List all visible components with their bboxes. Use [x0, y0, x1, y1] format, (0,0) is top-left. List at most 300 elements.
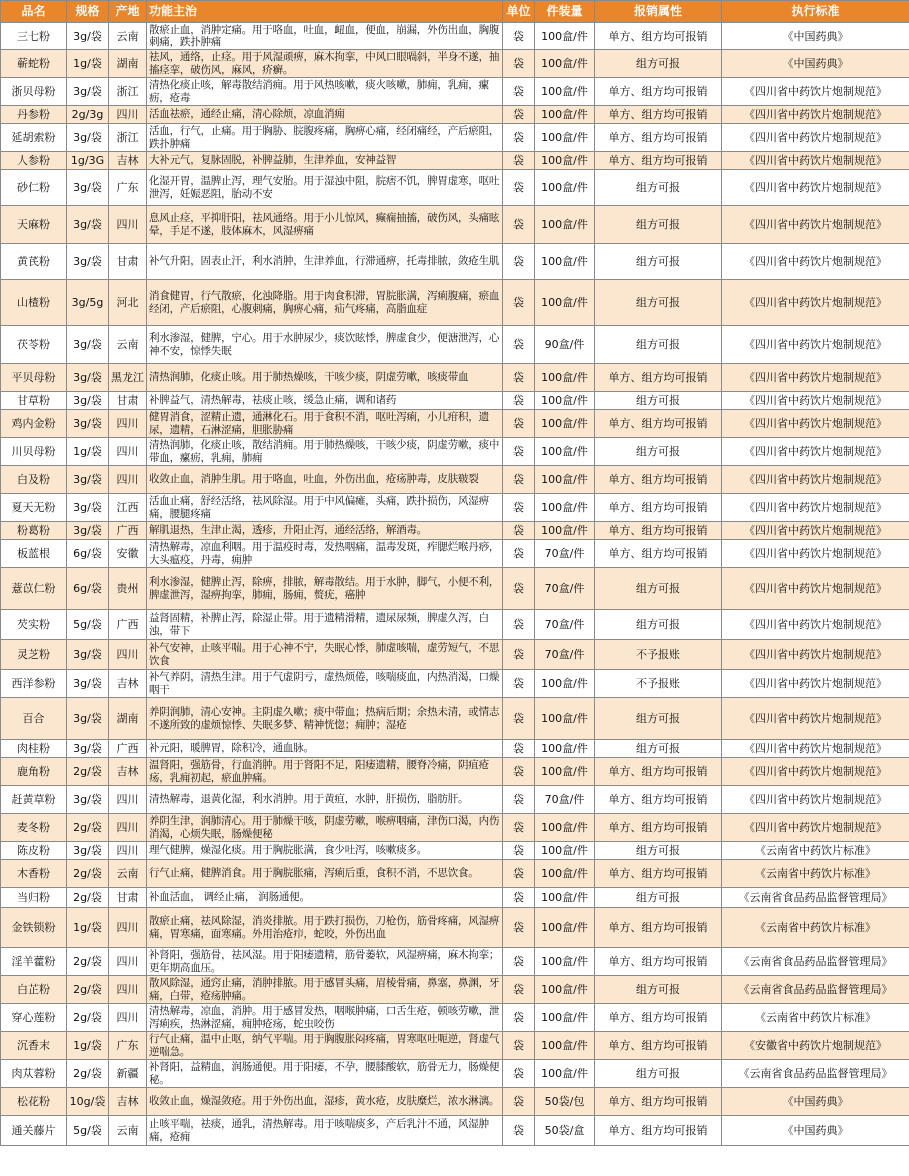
product-origin: 黑龙江: [109, 364, 147, 392]
product-reimbursement: 单方、组方均可报销: [595, 106, 722, 124]
product-standard: 《四川省中药饮片炮制规范》: [722, 466, 909, 494]
product-standard: 《四川省中药饮片炮制规范》: [722, 280, 909, 326]
product-name: 沉香末: [1, 1032, 67, 1060]
product-reimbursement: 单方、组方均可报销: [595, 23, 722, 50]
product-pack: 100盒/件: [535, 124, 595, 152]
product-pack: 50袋/盒: [535, 1116, 595, 1146]
product-reimbursement: 组方可报: [595, 438, 722, 466]
product-unit: 袋: [503, 78, 535, 106]
product-name: 粉葛粉: [1, 522, 67, 540]
table-row: [1, 494, 909, 522]
product-name: 淫羊藿粉: [1, 948, 67, 976]
product-unit: 袋: [503, 206, 535, 244]
product-standard: 《云南省食品药品监督管理局》: [722, 948, 909, 976]
product-standard: 《四川省中药饮片炮制规范》: [722, 568, 909, 610]
product-unit: 袋: [503, 888, 535, 908]
product-spec: 2g/袋: [67, 758, 109, 786]
product-pack: 100盒/件: [535, 1060, 595, 1088]
product-pack: 100盒/件: [535, 410, 595, 438]
product-pack: 100盒/件: [535, 152, 595, 170]
product-unit: 袋: [503, 1116, 535, 1146]
product-origin: 四川: [109, 814, 147, 842]
product-name: 延胡索粉: [1, 124, 67, 152]
product-spec: 6g/袋: [67, 568, 109, 610]
product-function: 大补元气，复脉固脱，补脾益肺，生津养血，安神益智: [147, 152, 503, 170]
product-name: 黄芪粉: [1, 244, 67, 280]
product-origin: 吉林: [109, 670, 147, 698]
product-name: 穿心莲粉: [1, 1004, 67, 1032]
product-origin: 广西: [109, 610, 147, 640]
product-reimbursement: 组方可报: [595, 976, 722, 1004]
product-origin: 甘肃: [109, 244, 147, 280]
product-unit: 袋: [503, 50, 535, 78]
product-function: 利水渗湿，健脾，宁心。用于水肿尿少，痰饮眩悸，脾虚食少，便溏泄泻，心神不安，惊悸失眠: [147, 326, 503, 364]
product-pack: 100盒/件: [535, 244, 595, 280]
product-spec: 3g/袋: [67, 78, 109, 106]
product-spec: 3g/袋: [67, 206, 109, 244]
product-pack: 100盒/件: [535, 392, 595, 410]
product-unit: 袋: [503, 842, 535, 860]
table-row: [1, 438, 909, 466]
product-reimbursement: 组方可报: [595, 392, 722, 410]
table-row: [1, 280, 909, 326]
product-pack: 100盒/件: [535, 50, 595, 78]
table-row: [1, 206, 909, 244]
product-pack: 70盒/件: [535, 540, 595, 568]
product-unit: 袋: [503, 326, 535, 364]
product-spec: 3g/袋: [67, 392, 109, 410]
table-row: [1, 640, 909, 670]
product-origin: 广东: [109, 1032, 147, 1060]
product-standard: 《云南省食品药品监督管理局》: [722, 1060, 909, 1088]
product-pack: 100盒/件: [535, 522, 595, 540]
product-standard: 《云南省中药饮片标准》: [722, 908, 909, 948]
product-standard: 《四川省中药饮片炮制规范》: [722, 610, 909, 640]
product-function: 利水渗湿，健脾止泻，除痹，排脓，解毒散结。用于水肿，脚气，小便不利，脾虚泄泻，湿痹拘挛，肺痈，肠痈，赘疣，癌肿: [147, 568, 503, 610]
product-pack: 100盒/件: [535, 494, 595, 522]
product-spec: 3g/袋: [67, 522, 109, 540]
product-origin: 四川: [109, 976, 147, 1004]
product-standard: 《四川省中药饮片炮制规范》: [722, 364, 909, 392]
product-function: 祛风，通络，止痉。用于风湿顽痹，麻木拘挛，中风口眼喎斜，半身不遂，抽搐痉挛，破伤风，麻风，疥癣。: [147, 50, 503, 78]
product-origin: 湖南: [109, 50, 147, 78]
product-function: 清热润肺，化痰止咳。用于肺热燥咳，干咳少痰，阴虚劳嗽，咳痰带血: [147, 364, 503, 392]
product-unit: 袋: [503, 670, 535, 698]
product-pack: 100盒/件: [535, 1032, 595, 1060]
product-spec: 3g/袋: [67, 740, 109, 758]
product-standard: 《四川省中药饮片炮制规范》: [722, 326, 909, 364]
product-unit: 袋: [503, 976, 535, 1004]
product-standard: 《四川省中药饮片炮制规范》: [722, 206, 909, 244]
product-origin: 云南: [109, 326, 147, 364]
table-row: [1, 522, 909, 540]
table-row: [1, 23, 909, 50]
product-name: 松花粉: [1, 1088, 67, 1116]
product-name: 金铁锁粉: [1, 908, 67, 948]
product-origin: 云南: [109, 23, 147, 50]
product-unit: 袋: [503, 494, 535, 522]
product-pack: 100盒/件: [535, 888, 595, 908]
product-spec: 3g/袋: [67, 640, 109, 670]
product-pack: 100盒/件: [535, 206, 595, 244]
table-row: [1, 244, 909, 280]
product-spec: 2g/袋: [67, 976, 109, 1004]
product-pack: 100盒/件: [535, 842, 595, 860]
product-unit: 袋: [503, 170, 535, 206]
product-origin: 广西: [109, 740, 147, 758]
product-standard: 《四川省中药饮片炮制规范》: [722, 740, 909, 758]
header-name: 品名: [1, 1, 67, 23]
table-row: [1, 1088, 909, 1116]
product-spec: 3g/袋: [67, 326, 109, 364]
product-standard: 《云南省中药饮片标准》: [722, 1004, 909, 1032]
product-reimbursement: 单方、组方均可报销: [595, 908, 722, 948]
product-pack: 100盒/件: [535, 976, 595, 1004]
product-spec: 3g/袋: [67, 698, 109, 740]
table-row: [1, 740, 909, 758]
product-function: 温肾阳，强筋骨，行血消肿。用于肾阳不足，阳痿遗精，腰脊冷痛，阴疽疮疡，乳痈初起，瘀血肿痛。: [147, 758, 503, 786]
product-origin: 新疆: [109, 1060, 147, 1088]
product-name: 百合: [1, 698, 67, 740]
table-row: [1, 1032, 909, 1060]
product-name: 人参粉: [1, 152, 67, 170]
product-origin: 四川: [109, 466, 147, 494]
product-origin: 湖南: [109, 698, 147, 740]
product-pack: 100盒/件: [535, 170, 595, 206]
product-spec: 3g/5g: [67, 280, 109, 326]
product-function: 活血祛瘀，通经止痛，清心除烦，凉血消痈: [147, 106, 503, 124]
product-standard: 《中国药典》: [722, 23, 909, 50]
product-standard: 《四川省中药饮片炮制规范》: [722, 814, 909, 842]
product-unit: 袋: [503, 948, 535, 976]
product-name: 蕲蛇粉: [1, 50, 67, 78]
product-function: 补气养阴，清热生津。用于气虚阴亏，虚热烦倦，咳喘痰血，内热消渴，口燥咽干: [147, 670, 503, 698]
table-row: [1, 50, 909, 78]
product-pack: 100盒/件: [535, 466, 595, 494]
product-standard: 《四川省中药饮片炮制规范》: [722, 392, 909, 410]
product-function: 散风除湿，通窍止痛，消肿排脓。用于感冒头痛，眉棱骨痛，鼻塞，鼻渊，牙痛，白带，疮疡肿痛。: [147, 976, 503, 1004]
product-standard: 《四川省中药饮片炮制规范》: [722, 670, 909, 698]
product-unit: 袋: [503, 522, 535, 540]
product-function: 活血止痛，舒经活络，祛风除湿。用于中风偏瘫，头痛，跌扑损伤，风湿痹痛，腰腿疼痛: [147, 494, 503, 522]
product-reimbursement: 单方、组方均可报销: [595, 78, 722, 106]
product-pack: 100盒/件: [535, 438, 595, 466]
table-row: [1, 758, 909, 786]
product-origin: 江西: [109, 494, 147, 522]
product-unit: 袋: [503, 364, 535, 392]
product-function: 息风止痉，平抑肝阳，祛风通络。用于小儿惊风，癫痫抽搐，破伤风，头痛眩晕，手足不遂，肢体麻木，风湿痹痛: [147, 206, 503, 244]
product-reimbursement: 组方可报: [595, 206, 722, 244]
product-name: 薏苡仁粉: [1, 568, 67, 610]
product-standard: 《四川省中药饮片炮制规范》: [722, 124, 909, 152]
product-name: 肉苁蓉粉: [1, 1060, 67, 1088]
product-standard: 《四川省中药饮片炮制规范》: [722, 698, 909, 740]
product-origin: 甘肃: [109, 392, 147, 410]
header-spec: 规格: [67, 1, 109, 23]
table-row: [1, 786, 909, 814]
product-name: 砂仁粉: [1, 170, 67, 206]
product-pack: 100盒/件: [535, 698, 595, 740]
product-name: 白芷粉: [1, 976, 67, 1004]
product-origin: 吉林: [109, 1088, 147, 1116]
product-origin: 云南: [109, 860, 147, 888]
product-reimbursement: 单方、组方均可报销: [595, 364, 722, 392]
product-reimbursement: 组方可报: [595, 740, 722, 758]
product-origin: 河北: [109, 280, 147, 326]
product-unit: 袋: [503, 124, 535, 152]
product-name: 川贝母粉: [1, 438, 67, 466]
product-function: 清热润肺，化痰止咳，散结消痈。用于肺热燥咳，干咳少痰，阴虚劳嗽，痰中带血，瘰疬，乳痈，肺痈: [147, 438, 503, 466]
product-function: 补元阳，暖脾胃，除积冷，通血脉。: [147, 740, 503, 758]
table-row: [1, 814, 909, 842]
table-row: [1, 152, 909, 170]
product-unit: 袋: [503, 568, 535, 610]
product-pack: 100盒/件: [535, 740, 595, 758]
product-reimbursement: 单方、组方均可报销: [595, 410, 722, 438]
product-origin: 四川: [109, 206, 147, 244]
product-reimbursement: 组方可报: [595, 326, 722, 364]
product-spec: 3g/袋: [67, 842, 109, 860]
product-origin: 四川: [109, 438, 147, 466]
header-standard: 执行标准: [722, 1, 909, 23]
product-pack: 100盒/件: [535, 670, 595, 698]
product-pack: 70盒/件: [535, 786, 595, 814]
product-pack: 90盒/件: [535, 326, 595, 364]
product-spec: 3g/袋: [67, 244, 109, 280]
product-spec: 2g/3g: [67, 106, 109, 124]
product-unit: 袋: [503, 106, 535, 124]
product-spec: 3g/袋: [67, 364, 109, 392]
product-reimbursement: 组方可报: [595, 610, 722, 640]
product-pack: 100盒/件: [535, 1004, 595, 1032]
header-reimbursement: 报销属性: [595, 1, 722, 23]
product-unit: 袋: [503, 610, 535, 640]
product-function: 止咳平喘，祛痰，通乳，清热解毒。用于咳喘痰多，产后乳汁不通，风湿肿痛，疮痈: [147, 1116, 503, 1146]
product-unit: 袋: [503, 814, 535, 842]
product-origin: 吉林: [109, 152, 147, 170]
product-pack: 100盒/件: [535, 758, 595, 786]
product-function: 散瘀止血，消肿定痛。用于咯血，吐血，衄血，便血，崩漏，外伤出血，胸腹刺痛，跌扑肿痛: [147, 23, 503, 50]
product-origin: 四川: [109, 106, 147, 124]
product-name: 甘草粉: [1, 392, 67, 410]
product-standard: 《云南省中药饮片标准》: [722, 860, 909, 888]
product-name: 鹿角粉: [1, 758, 67, 786]
product-standard: 《云南省食品药品监督管理局》: [722, 976, 909, 1004]
product-reimbursement: 单方、组方均可报销: [595, 1116, 722, 1146]
product-function: 补气升阳，固表止汗，利水消肿，生津养血，行滞通痹，托毒排脓，敛疮生肌: [147, 244, 503, 280]
product-name: 板蓝根: [1, 540, 67, 568]
product-origin: 浙江: [109, 124, 147, 152]
product-unit: 袋: [503, 438, 535, 466]
product-pack: 100盒/件: [535, 364, 595, 392]
product-spec: 5g/袋: [67, 610, 109, 640]
product-reimbursement: 组方可报: [595, 842, 722, 860]
product-unit: 袋: [503, 1004, 535, 1032]
product-standard: 《四川省中药饮片炮制规范》: [722, 152, 909, 170]
product-unit: 袋: [503, 860, 535, 888]
product-reimbursement: 组方可报: [595, 50, 722, 78]
product-spec: 1g/袋: [67, 438, 109, 466]
product-name: 肉桂粉: [1, 740, 67, 758]
product-name: 木香粉: [1, 860, 67, 888]
product-origin: 四川: [109, 410, 147, 438]
product-reimbursement: 单方、组方均可报销: [595, 1032, 722, 1060]
product-spec: 2g/袋: [67, 948, 109, 976]
product-unit: 袋: [503, 392, 535, 410]
product-origin: 云南: [109, 1116, 147, 1146]
product-reimbursement: 不予报账: [595, 670, 722, 698]
product-function: 散瘀止痛，祛风除湿，消炎排脓。用于跌打损伤，刀枪伤，筋骨疼痛，风湿痹痛，胃寒痛，面寒痛。外用治疮疖，蛇咬，外伤出血: [147, 908, 503, 948]
product-spec: 5g/袋: [67, 1116, 109, 1146]
product-spec: 1g/袋: [67, 50, 109, 78]
product-function: 消食健胃，行气散瘀，化浊降脂。用于肉食积滞，胃脘胀满，泻痢腹痛，瘀血经闭，产后瘀阻，心腹刺痛，胸痹心痛，疝气疼痛，高脂血症: [147, 280, 503, 326]
product-standard: 《四川省中药饮片炮制规范》: [722, 170, 909, 206]
product-reimbursement: 单方、组方均可报销: [595, 466, 722, 494]
product-pack: 100盒/件: [535, 280, 595, 326]
product-function: 清热化痰止咳，解毒散结消痈。用于风热咳嗽，痰火咳嗽，肺痈，乳痈，瘰疬，疮毒: [147, 78, 503, 106]
product-reimbursement: 组方可报: [595, 1060, 722, 1088]
product-reimbursement: 单方、组方均可报销: [595, 124, 722, 152]
product-standard: 《中国药典》: [722, 1088, 909, 1116]
product-unit: 袋: [503, 466, 535, 494]
product-reimbursement: 单方、组方均可报销: [595, 814, 722, 842]
product-function: 清热解毒，凉血利咽。用于温疫时毒，发热咽痛，温毒发斑，痄腮烂喉丹痧，大头瘟疫，丹毒，痈肿: [147, 540, 503, 568]
product-function: 补脾益气，清热解毒，祛痰止咳，缓急止痛，调和诸药: [147, 392, 503, 410]
product-spec: 1g/3G: [67, 152, 109, 170]
product-spec: 2g/袋: [67, 888, 109, 908]
product-standard: 《四川省中药饮片炮制规范》: [722, 494, 909, 522]
product-spec: 3g/袋: [67, 786, 109, 814]
product-pack: 70盒/件: [535, 610, 595, 640]
product-reimbursement: 单方、组方均可报销: [595, 522, 722, 540]
table-row: [1, 976, 909, 1004]
product-unit: 袋: [503, 740, 535, 758]
product-function: 补气安神，止咳平喘。用于心神不宁，失眠心悸，肺虚咳喘，虚劳短气，不思饮食: [147, 640, 503, 670]
product-spec: 2g/袋: [67, 1004, 109, 1032]
product-standard: 《四川省中药饮片炮制规范》: [722, 244, 909, 280]
product-pack: 100盒/件: [535, 948, 595, 976]
table-row: [1, 170, 909, 206]
product-origin: 吉林: [109, 758, 147, 786]
product-function: 清热解毒，凉血，消肿。用于感冒发热，咽喉肿痛，口舌生疮，顿咳劳嗽，泄泻痢疾，热淋涩痛，痈肿疮疡，蛇虫咬伤: [147, 1004, 503, 1032]
table-row: [1, 842, 909, 860]
product-unit: 袋: [503, 640, 535, 670]
product-function: 益肾固精，补脾止泻，除湿止带。用于遗精滑精，遗尿尿频，脾虚久泻，白浊，带下: [147, 610, 503, 640]
table-row: [1, 106, 909, 124]
product-origin: 四川: [109, 1004, 147, 1032]
product-name: 丹参粉: [1, 106, 67, 124]
product-name: 陈皮粉: [1, 842, 67, 860]
product-name: 茯苓粉: [1, 326, 67, 364]
table-row: [1, 392, 909, 410]
table-row: [1, 540, 909, 568]
product-spec: 2g/袋: [67, 814, 109, 842]
product-reimbursement: 组方可报: [595, 698, 722, 740]
product-unit: 袋: [503, 758, 535, 786]
product-function: 补肾阳，强筋骨，祛风湿。用于阳痿遗精，筋骨萎软，风湿痹痛，麻木拘挛；更年期高血压。: [147, 948, 503, 976]
product-reimbursement: 单方、组方均可报销: [595, 1004, 722, 1032]
product-pack: 70盒/件: [535, 568, 595, 610]
table-row: [1, 670, 909, 698]
table-row: [1, 908, 909, 948]
product-standard: 《中国药典》: [722, 1116, 909, 1146]
product-spec: 10g/袋: [67, 1088, 109, 1116]
product-standard: 《四川省中药饮片炮制规范》: [722, 786, 909, 814]
product-unit: 袋: [503, 698, 535, 740]
product-spec: 2g/袋: [67, 860, 109, 888]
table-row: [1, 860, 909, 888]
product-pack: 100盒/件: [535, 908, 595, 948]
product-unit: 袋: [503, 1060, 535, 1088]
product-name: 麦冬粉: [1, 814, 67, 842]
product-standard: 《四川省中药饮片炮制规范》: [722, 410, 909, 438]
header-pack: 件装量: [535, 1, 595, 23]
table-row: [1, 326, 909, 364]
product-reimbursement: 单方、组方均可报销: [595, 1088, 722, 1116]
product-unit: 袋: [503, 410, 535, 438]
table-row: [1, 78, 909, 106]
product-standard: 《四川省中药饮片炮制规范》: [722, 758, 909, 786]
table-row: [1, 1004, 909, 1032]
product-spec: 1g/袋: [67, 1032, 109, 1060]
product-pack: 100盒/件: [535, 106, 595, 124]
product-function: 补血活血， 调经止痛， 润肠通便。: [147, 888, 503, 908]
product-spec: 2g/袋: [67, 1060, 109, 1088]
product-name: 西洋参粉: [1, 670, 67, 698]
product-function: 解肌退热，生津止渴，透疹，升阳止泻，通经活络，解酒毒。: [147, 522, 503, 540]
header-unit: 单位: [503, 1, 535, 23]
table-row: [1, 888, 909, 908]
product-spec: 3g/袋: [67, 466, 109, 494]
table-row: [1, 410, 909, 438]
product-name: 通关藤片: [1, 1116, 67, 1146]
table-row: [1, 124, 909, 152]
product-reimbursement: 组方可报: [595, 244, 722, 280]
product-function: 化湿开胃，温脾止泻，理气安胎。用于湿浊中阻，脘痞不饥，脾胃虚寒，呕吐泄泻，妊娠恶阻，胎动不安: [147, 170, 503, 206]
product-standard: 《四川省中药饮片炮制规范》: [722, 78, 909, 106]
product-pack: 100盒/件: [535, 860, 595, 888]
product-standard: 《四川省中药饮片炮制规范》: [722, 522, 909, 540]
product-origin: 四川: [109, 948, 147, 976]
product-unit: 袋: [503, 786, 535, 814]
product-name: 灵芝粉: [1, 640, 67, 670]
product-name: 白及粉: [1, 466, 67, 494]
product-origin: 四川: [109, 908, 147, 948]
product-standard: 《四川省中药饮片炮制规范》: [722, 540, 909, 568]
table-row: [1, 364, 909, 392]
product-function: 养阴生津，润肺清心。用于肺燥干咳，阴虚劳嗽，喉痹咽痛，津伤口渴，内伤消渴，心烦失眠，肠燥便秘: [147, 814, 503, 842]
product-reimbursement: 不予报账: [595, 640, 722, 670]
product-unit: 袋: [503, 908, 535, 948]
product-unit: 袋: [503, 23, 535, 50]
product-reimbursement: 单方、组方均可报销: [595, 786, 722, 814]
product-origin: 贵州: [109, 568, 147, 610]
header-origin: 产地: [109, 1, 147, 23]
product-name: 当归粉: [1, 888, 67, 908]
product-function: 收敛止血，燥湿敛疮。用于外伤出血，湿疹，黄水疮，皮肤糜烂，浓水淋漓。: [147, 1088, 503, 1116]
product-spec: 1g/袋: [67, 908, 109, 948]
product-reimbursement: 单方、组方均可报销: [595, 540, 722, 568]
table-row: [1, 1116, 909, 1146]
product-spec: 6g/袋: [67, 540, 109, 568]
product-spec: 3g/袋: [67, 124, 109, 152]
product-origin: 安徽: [109, 540, 147, 568]
product-unit: 袋: [503, 152, 535, 170]
product-name: 鸡内金粉: [1, 410, 67, 438]
header-function: 功能主治: [147, 1, 503, 23]
product-reimbursement: 组方可报: [595, 888, 722, 908]
product-function: 健胃消食，涩精止遗，通淋化石。用于食积不消，呕吐泻痢，小儿疳积，遗尿，遗精，石淋涩痛，胆胀胁痛: [147, 410, 503, 438]
